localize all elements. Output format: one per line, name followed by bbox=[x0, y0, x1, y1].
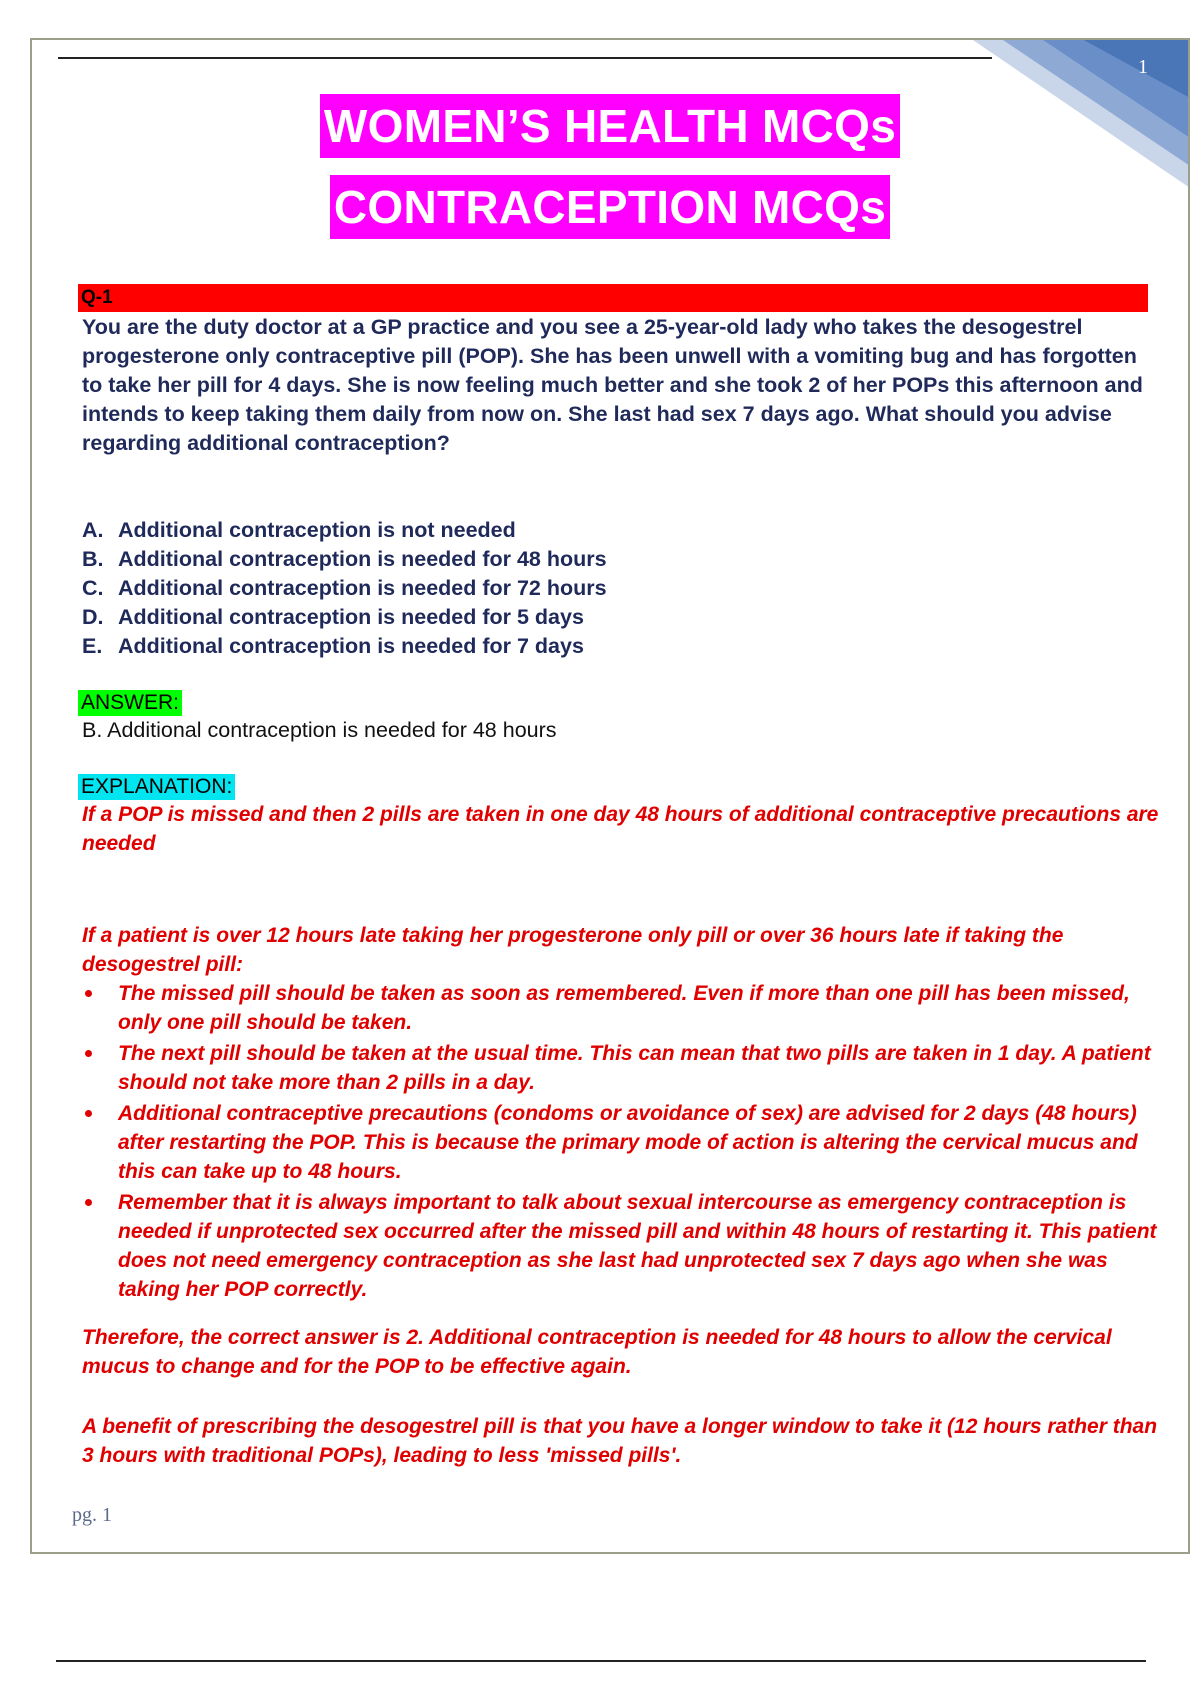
bullet-dot bbox=[85, 1050, 92, 1057]
explanation-para-4: A benefit of prescribing the desogestrel pill is that you have a longer window to take it (12 hours rather than 3 hours with traditional POPs), leading to less 'missed pills'. bbox=[82, 1415, 1158, 1467]
explanation-para-2: If a patient is over 12 hours late taking her progesterone only pill or over 36 hours late if taking the desogestrel pill: bbox=[82, 924, 1064, 976]
option-text: Additional contraception is needed for 5 days bbox=[118, 605, 584, 629]
title-sub: CONTRACEPTION MCQs bbox=[330, 175, 890, 239]
answer-text: B. Additional contraception is needed for 48 hours bbox=[82, 718, 557, 742]
header-rule bbox=[58, 57, 992, 59]
option-letter: C. bbox=[82, 576, 104, 600]
page-footer: pg. 1 bbox=[72, 1504, 112, 1526]
option-text: Additional contraception is needed for 48 hours bbox=[118, 547, 607, 571]
option-text: Additional contraception is needed for 72 hours bbox=[118, 576, 607, 600]
option-letter: D. bbox=[82, 605, 104, 629]
bullet-text: Remember that it is always important to talk about sexual intercourse as emergency contraception is needed if unprotected sex occurred after the missed pill and within 48 hours of restarting it. This patient does not need emergency contraception as she last had unprotected sex 7 days ago when she was taking her POP correctly. bbox=[118, 1191, 1157, 1301]
page-number: 1 bbox=[1138, 56, 1148, 78]
bullet-dot bbox=[85, 1199, 92, 1206]
title-main: WOMEN’S HEALTH MCQs bbox=[320, 94, 900, 158]
option-text: Additional contraception is not needed bbox=[118, 518, 516, 542]
explanation-bullets bbox=[82, 979, 1162, 1306]
bullet-text: The missed pill should be taken as soon as remembered. Even if more than one pill has been missed, only one pill should be taken. bbox=[118, 982, 1130, 1034]
bullet-text: The next pill should be taken at the usual time. This can mean that two pills are taken in 1 day. A patient should not take more than 2 pills in a day. bbox=[118, 1042, 1151, 1094]
option-letter: E. bbox=[82, 634, 103, 658]
bullet-item bbox=[82, 1099, 1162, 1186]
option-letter: B. bbox=[82, 547, 104, 571]
bullet-text: Additional contraceptive precautions (condoms or avoidance of sex) are advised for 2 days (48 hours) after restarting the POP. This is because the primary mode of action is altering the cervical mucus and this can take up to 48 hours. bbox=[118, 1102, 1138, 1183]
option-text: Additional contraception is needed for 7 days bbox=[118, 634, 584, 658]
explanation-label: EXPLANATION: bbox=[78, 774, 235, 800]
document-page bbox=[30, 38, 1190, 1554]
option-c bbox=[82, 574, 607, 603]
option-e bbox=[82, 632, 607, 661]
explanation-para-3: Therefore, the correct answer is 2. Additional contraception is needed for 48 hours to allow the cervical mucus to change and for the POP to be effective again. bbox=[82, 1326, 1112, 1378]
bullet-dot bbox=[85, 1110, 92, 1117]
option-d bbox=[82, 603, 607, 632]
title-sub-wrap bbox=[32, 175, 1188, 239]
question-text: You are the duty doctor at a GP practice and you see a 25-year-old lady who takes the desogestrel progesterone only contraceptive pill (POP). She has been unwell with a vomiting bug and has forgotten to take her pill for 4 days. She is now feeling much better and she took 2 of her POPs this afternoon and intends to keep taking them daily from now on. She last had sex 7 days ago. What should you advise regarding additional contraception? bbox=[82, 315, 1143, 455]
bullet-item bbox=[82, 1039, 1162, 1097]
option-b bbox=[82, 545, 607, 574]
bullet-item bbox=[82, 1188, 1162, 1304]
next-page-rule bbox=[56, 1660, 1146, 1662]
question-label: Q-1 bbox=[78, 284, 1148, 312]
explanation-para-1: If a POP is missed and then 2 pills are taken in one day 48 hours of additional contraceptive precautions are needed bbox=[82, 803, 1159, 855]
options-list bbox=[82, 516, 607, 661]
option-a bbox=[82, 516, 607, 545]
bullet-dot bbox=[85, 990, 92, 997]
answer-label: ANSWER: bbox=[78, 690, 182, 716]
title-main-wrap bbox=[32, 94, 1188, 158]
bullet-item bbox=[82, 979, 1162, 1037]
option-letter: A. bbox=[82, 518, 104, 542]
